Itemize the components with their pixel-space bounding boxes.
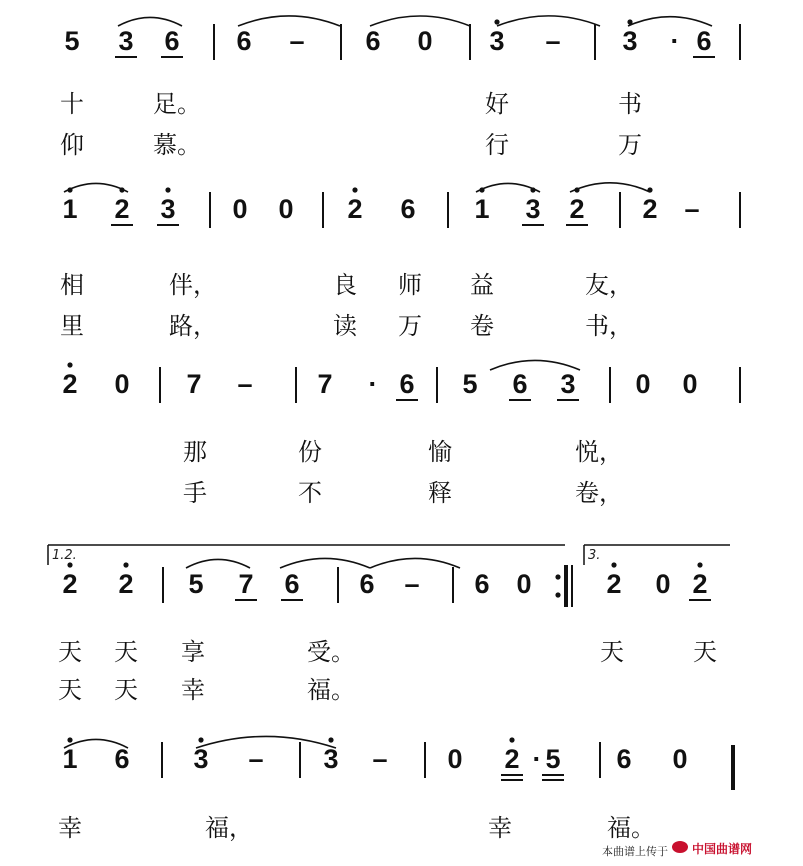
lyric-char: 天 xyxy=(600,638,624,666)
note: 6 xyxy=(399,369,415,399)
slur xyxy=(370,16,470,26)
slur xyxy=(628,17,712,26)
note: 3 xyxy=(622,26,638,56)
dash-note: – xyxy=(404,569,420,599)
lyric-char: 行 xyxy=(485,131,509,159)
note: 7 xyxy=(186,369,202,399)
note: 6 xyxy=(512,369,528,399)
dash-note: – xyxy=(372,744,388,774)
lyric-char: 不 xyxy=(298,479,322,507)
octave-dot xyxy=(555,574,560,579)
lyric-char: 万 xyxy=(618,131,642,159)
note: 3 xyxy=(193,744,209,774)
logo-icon xyxy=(672,841,688,853)
note: 6 xyxy=(284,569,300,599)
volta-1-label: 1.2. xyxy=(52,548,77,563)
lyric-char: 份 xyxy=(298,438,322,466)
dash-note: – xyxy=(248,744,264,774)
note: 6 xyxy=(474,569,490,599)
note: 2 xyxy=(114,194,130,224)
octave-dot xyxy=(67,562,72,567)
octave-dot xyxy=(697,562,702,567)
note: 0 xyxy=(114,369,130,399)
lyric-char: 读 xyxy=(333,312,357,340)
note: 6 xyxy=(365,26,381,56)
note: 0 xyxy=(278,194,294,224)
lyric-char: 友， xyxy=(585,271,633,299)
slur xyxy=(370,558,460,568)
note: 6 xyxy=(400,194,416,224)
slur xyxy=(238,16,340,26)
lyric-char: 悦， xyxy=(575,438,623,466)
lyric-char: 天 xyxy=(114,676,138,704)
note: 1 xyxy=(62,194,78,224)
lyric-char: 万 xyxy=(398,312,422,340)
lyric-char: 幸 xyxy=(488,814,512,842)
lyric-char: 相 xyxy=(60,271,84,299)
site-logo[interactable] xyxy=(672,838,798,858)
octave-dot xyxy=(198,737,203,742)
lyric-char: 路， xyxy=(169,312,217,340)
lyric-char: 天 xyxy=(693,638,717,666)
note: 0 xyxy=(447,744,463,774)
note: 7 xyxy=(317,369,333,399)
lyric-char: 里 xyxy=(60,312,84,340)
note: 3 xyxy=(489,26,505,56)
octave-dot xyxy=(509,737,514,742)
lyric-char: 天 xyxy=(114,638,138,666)
lyric-char: 良 xyxy=(333,271,357,299)
octave-dot xyxy=(611,562,616,567)
lyric-char: 好 xyxy=(485,90,509,118)
note: 2 xyxy=(347,194,363,224)
note: 6 xyxy=(236,26,252,56)
slur xyxy=(280,558,370,568)
note: 2 xyxy=(62,369,78,399)
slur xyxy=(118,17,182,26)
lyric-char: 那 xyxy=(183,438,207,466)
note: 5 xyxy=(462,369,478,399)
lyric-char: 享 xyxy=(181,638,205,666)
lyric-char: 十 xyxy=(60,90,84,118)
augmentation-dot: · xyxy=(368,369,378,399)
lyric-char: 仰 xyxy=(60,131,84,159)
lyric-char: 天 xyxy=(58,676,82,704)
slur xyxy=(570,183,650,192)
dash-note: – xyxy=(684,194,700,224)
note: 6 xyxy=(164,26,180,56)
lyric-char: 福。 xyxy=(307,676,355,704)
note: 6 xyxy=(114,744,130,774)
note: 0 xyxy=(232,194,248,224)
note: 3 xyxy=(560,369,576,399)
octave-dot xyxy=(67,737,72,742)
lyric-char: 福。 xyxy=(607,814,655,842)
lyric-char: 书 xyxy=(618,90,642,118)
lyric-char: 幸 xyxy=(58,814,82,842)
octave-dot xyxy=(165,187,170,192)
note: 0 xyxy=(682,369,698,399)
note: 3 xyxy=(525,194,541,224)
lyric-char: 伴， xyxy=(169,271,217,299)
note: 2 xyxy=(62,569,78,599)
logo-text: 中国曲谱网 xyxy=(692,842,753,856)
lyric-char: 福， xyxy=(205,814,253,842)
note: 5 xyxy=(545,744,561,774)
octave-dot xyxy=(328,737,333,742)
note: 2 xyxy=(692,569,708,599)
octave-dot xyxy=(67,362,72,367)
note: 7 xyxy=(238,569,254,599)
lyric-char: 天 xyxy=(58,638,82,666)
note: 1 xyxy=(62,744,78,774)
lyric-char: 手 xyxy=(183,479,207,507)
lyric-char: 释 xyxy=(428,479,452,507)
lyric-char: 慕。 xyxy=(153,131,201,159)
octave-dot xyxy=(123,562,128,567)
note: 3 xyxy=(323,744,339,774)
note: 6 xyxy=(616,744,632,774)
note: 0 xyxy=(516,569,532,599)
lyric-char: 受。 xyxy=(307,638,355,666)
slur xyxy=(186,559,250,568)
volta-2-label: 3. xyxy=(588,548,601,563)
note: 0 xyxy=(417,26,433,56)
footer-text: 本曲谱上传于 xyxy=(602,845,668,858)
note: 2 xyxy=(569,194,585,224)
note: 2 xyxy=(504,744,520,774)
note: 3 xyxy=(118,26,134,56)
note: 0 xyxy=(635,369,651,399)
octave-dot xyxy=(555,592,560,597)
augmentation-dot: · xyxy=(670,26,680,56)
dash-note: – xyxy=(289,26,305,56)
slur xyxy=(497,16,600,26)
lyric-char: 卷， xyxy=(575,479,623,507)
note: 0 xyxy=(655,569,671,599)
note: 1 xyxy=(474,194,490,224)
note: 3 xyxy=(160,194,176,224)
lyric-char: 愉 xyxy=(428,438,452,466)
note: 2 xyxy=(606,569,622,599)
lyric-char: 师 xyxy=(398,271,422,299)
note: 5 xyxy=(188,569,204,599)
lyric-char: 幸 xyxy=(181,676,205,704)
note: 2 xyxy=(642,194,658,224)
octave-dot xyxy=(352,187,357,192)
dash-note: – xyxy=(237,369,253,399)
augmentation-dot: · xyxy=(532,744,542,774)
note: 2 xyxy=(118,569,134,599)
note: 5 xyxy=(64,26,80,56)
dash-note: – xyxy=(545,26,561,56)
note: 6 xyxy=(696,26,712,56)
note: 0 xyxy=(672,744,688,774)
note: 6 xyxy=(359,569,375,599)
lyric-char: 书， xyxy=(585,312,633,340)
lyric-char: 足。 xyxy=(153,90,201,118)
lyric-char: 卷 xyxy=(470,312,494,340)
octave-dot xyxy=(494,19,499,24)
slur xyxy=(64,183,128,192)
lyric-char: 益 xyxy=(470,271,494,299)
slur xyxy=(476,183,540,192)
